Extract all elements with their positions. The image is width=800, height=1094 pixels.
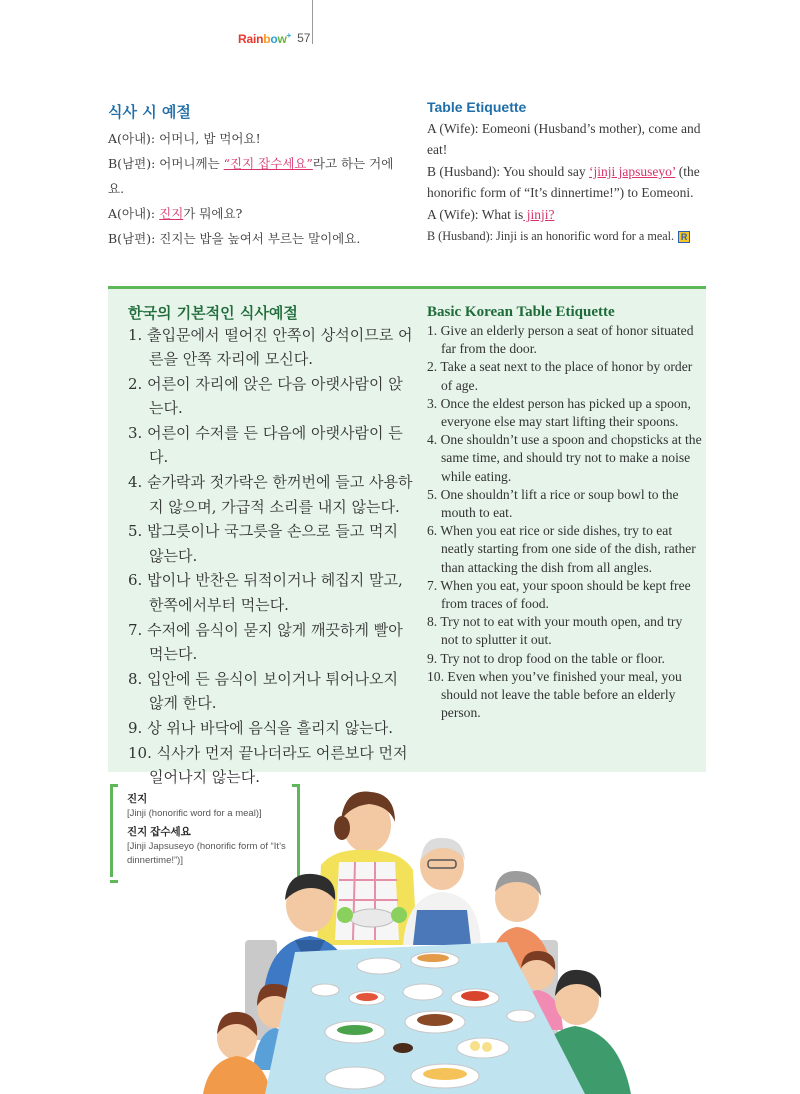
glossary-definition: [Jinji Japsuseyo (honorific form of “It’s dinnertime!”)]	[127, 841, 286, 866]
dialog-ko-line: B(남편): 진지는 밥을 높여서 부르는 말이에요.	[108, 231, 361, 246]
etiquette-ko-item: 6. 밥이나 반찬은 뒤적이거나 헤집지 말고, 한쪽에서부터 먹는다.	[128, 571, 403, 614]
dialog-en	[427, 118, 717, 248]
glossary-definition: [Jinji (honorific word for a meal)]	[127, 808, 262, 819]
etiquette-ko-item: 4. 숟가락과 젓가락은 한꺼번에 들고 사용하지 않으며, 가급적 소리를 내지 않는다.	[128, 473, 413, 516]
r-badge-icon: R	[678, 231, 690, 243]
etiquette-en-list	[427, 322, 702, 722]
mother-figure	[317, 792, 417, 945]
etiquette-ko-item: 9. 상 위나 바닥에 음식을 흘리지 않는다.	[128, 718, 394, 737]
highlight-jinji-japsuseyo-en: ‘jinji japsuseyo’	[589, 164, 676, 179]
etiquette-ko-item: 8. 입안에 든 음식이 보이거나 튀어나오지 않게 한다.	[128, 669, 398, 712]
etiquette-en-item: 1. Give an elderly person a seat of honor situated far from the door.	[427, 323, 694, 357]
dialog-en-line: B (Husband): Jinji is an honorific word for a meal. R	[427, 226, 717, 247]
header-divider	[312, 0, 313, 44]
dialog-en-title: Table Etiquette	[427, 99, 527, 115]
dialog-ko-title: 식사 시 예절	[108, 103, 191, 121]
etiquette-en-item: 10. Even when you’ve finished your meal, you should not leave the table before an elderly person.	[427, 668, 682, 721]
etiquette-en-title: Basic Korean Table Etiquette	[427, 304, 615, 320]
highlight-jinji-japsuseyo: “진지 잡수세요”	[223, 156, 313, 171]
etiquette-ko-item: 3. 어른이 수저를 든 다음에 아랫사람이 든다.	[128, 424, 403, 467]
dialog-en-line: A (Wife): Eomeoni (Husband’s mother), come and eat!	[427, 121, 701, 157]
dialog-ko-line: A(아내): 진지가 뭐에요?	[108, 206, 243, 221]
etiquette-ko-item: 2. 어른이 자리에 앉은 다음 아랫사람이 앉는다.	[128, 375, 403, 418]
glossary-term: 진지 잡수세요	[127, 826, 191, 838]
etiquette-ko-list	[128, 323, 413, 790]
dialog-en-line: A (Wife): What is jinji?	[427, 207, 555, 222]
etiquette-en-item: 5. One shouldn’t lift a rice or soup bowl to the mouth to eat.	[427, 486, 679, 521]
highlight-jinji: 진지	[159, 206, 184, 221]
etiquette-en-item: 7. When you eat, your spoon should be kept free from traces of food.	[427, 577, 691, 612]
etiquette-en-item: 2. Take a seat next to the place of honor by order of age.	[427, 359, 693, 393]
dialog-ko	[108, 126, 408, 251]
dialog-en-line: B (Husband): You should say ‘jinji japsuseyo’ (the honorific form of “It’s dinnertime!”) to Eomeoni.	[427, 164, 700, 200]
etiquette-ko-item: 5. 밥그릇이나 국그릇을 손으로 들고 먹지 않는다.	[128, 522, 398, 565]
etiquette-en-item: 9. Try not to drop food on the table or floor.	[427, 650, 665, 666]
dialog-ko-line: A(아내): 어머니, 밥 먹어요!	[108, 131, 261, 146]
page-header	[238, 30, 310, 46]
grandfather-figure	[403, 838, 481, 945]
etiquette-en-item: 4. One shouldn’t use a spoon and chopsticks at the same time, and should try not to make a noise while eating.	[427, 432, 702, 484]
etiquette-ko-item: 10. 식사가 먼저 끝나더라도 어른보다 먼저 일어나지 않는다.	[128, 743, 408, 786]
etiquette-ko-item: 7. 수저에 음식이 묻지 않게 깨끗하게 빨아 먹는다.	[128, 620, 403, 663]
etiquette-en-item: 3. Once the eldest person has picked up a spoon, everyone else may start lifting their spoons.	[427, 395, 691, 430]
etiquette-ko-item: 1. 출입문에서 떨어진 안쪽이 상석이므로 어른을 안쪽 자리에 모신다.	[128, 326, 413, 369]
etiquette-en-item: 6. When you eat rice or side dishes, try to eat neatly starting from one side of the dish, rather than attacking the dish from all angles.	[427, 523, 696, 575]
family-dinner-illustration	[145, 770, 655, 1094]
dialog-ko-line: B(남편): 어머니께는 “진지 잡수세요”라고 하는 거에요.	[108, 156, 394, 196]
brand-logo: Rainbow+	[238, 30, 292, 46]
page-number: 57	[297, 31, 311, 45]
etiquette-ko-title: 한국의 기본적인 식사예절	[128, 304, 298, 322]
etiquette-en-item: 8. Try not to eat with your mouth open, and try not to splutter it out.	[427, 614, 683, 648]
glossary-term: 진지	[127, 793, 148, 805]
highlight-jinji-en: jinji?	[523, 207, 555, 222]
